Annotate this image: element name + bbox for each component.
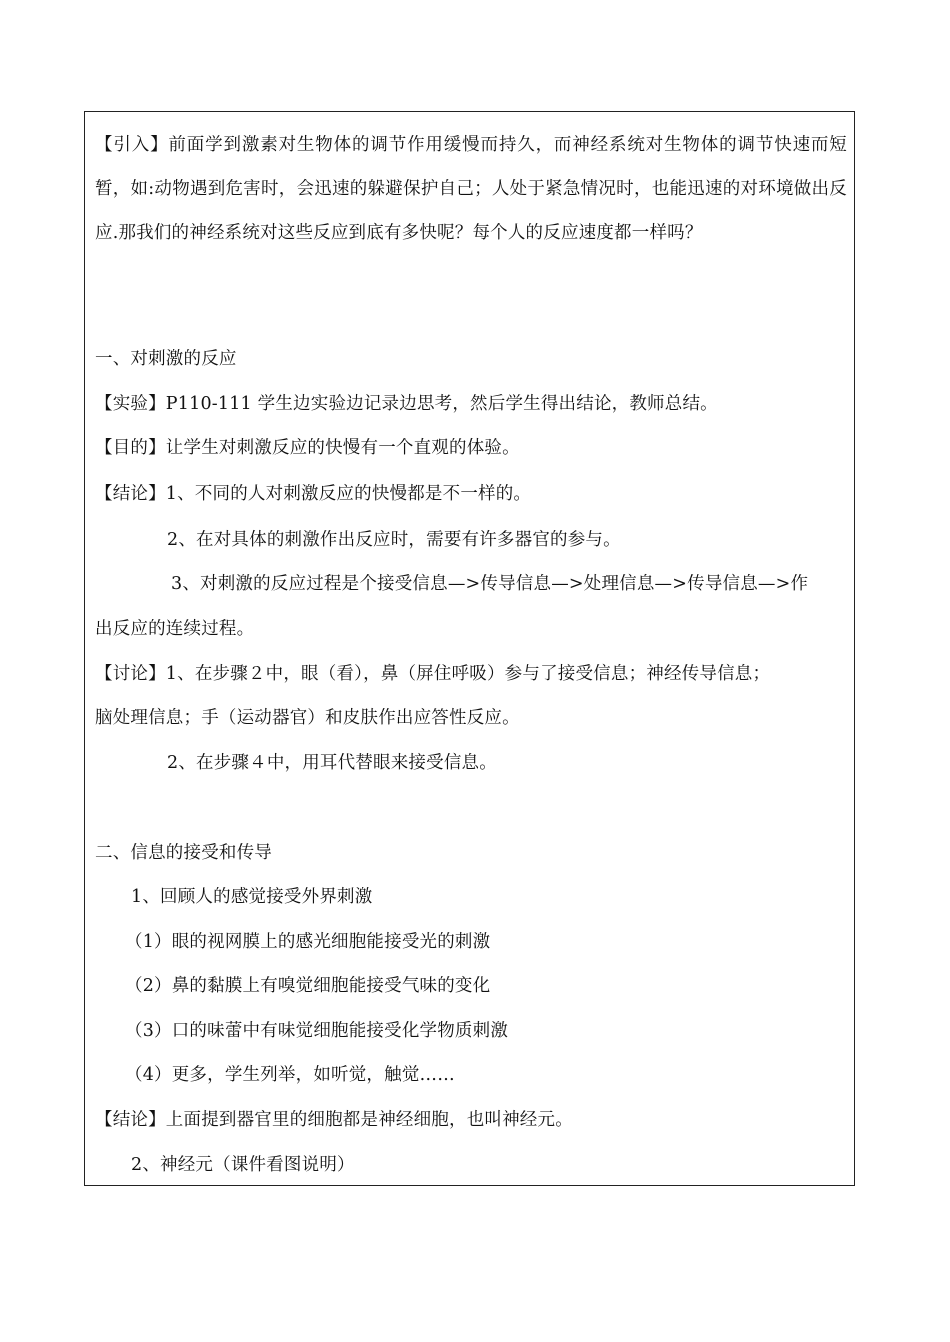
section1-heading: 一、对刺激的反应 xyxy=(95,349,237,369)
list-item: （2）鼻的黏膜上有嗅觉细胞能接受气味的变化 xyxy=(125,976,491,996)
conclusion-3-line-2: 出反应的连续过程。 xyxy=(95,619,255,639)
discussion-2-line: 2、在步骤４中，用耳代替眼来接受信息。 xyxy=(167,753,497,773)
discussion-1-line-2: 脑处理信息；手（运动器官）和皮肤作出应答性反应。 xyxy=(95,708,520,728)
section2-conclusion-line: 【结论】上面提到器官里的细胞都是神经细胞，也叫神经元。 xyxy=(95,1110,573,1130)
lesson-content-box xyxy=(84,111,855,1186)
intro-paragraph: 【引入】前面学到激素对生物体的调节作用缓慢而持久，而神经系统对生物体的调节快速而短暂，如:动物遇到危害时，会迅速的躲避保护自己；人处于紧急情况时，也能迅速的对环境做出反应.那我们的神经系统对这些反应到底有多快呢？每个人的反应速度都一样吗？ xyxy=(95,135,847,243)
list-item: （3）口的味蕾中有味觉细胞能接受化学物质刺激 xyxy=(125,1021,509,1041)
conclusion-2-line: 2、在对具体的刺激作出反应时，需要有许多器官的参与。 xyxy=(167,530,621,550)
conclusion-1-line: 【结论】1、不同的人对刺激反应的快慢都是不一样的。 xyxy=(95,484,532,504)
discussion-1-line-1: 【讨论】1、在步骤２中，眼（看），鼻（屏住呼吸）参与了接受信息；神经传导信息； xyxy=(95,664,771,684)
purpose-line: 【目的】让学生对刺激反应的快慢有一个直观的体验。 xyxy=(95,438,520,458)
section2-heading: 二、信息的接受和传导 xyxy=(95,843,272,863)
subsection-2-title: 2、神经元（课件看图说明） xyxy=(131,1155,355,1175)
list-item: （1）眼的视网膜上的感光细胞能接受光的刺激 xyxy=(125,932,491,952)
conclusion-3-line-1: 3、对刺激的反应过程是个接受信息—>传导信息—>处理信息—>传导信息—>作 xyxy=(171,574,809,594)
experiment-line: 【实验】P110-111 学生边实验边记录边思考，然后学生得出结论，教师总结。 xyxy=(95,394,718,414)
list-item: （4）更多，学生列举，如听觉，触觉…… xyxy=(125,1065,455,1085)
subsection-1-title: 1、回顾人的感觉接受外界刺激 xyxy=(131,887,373,907)
